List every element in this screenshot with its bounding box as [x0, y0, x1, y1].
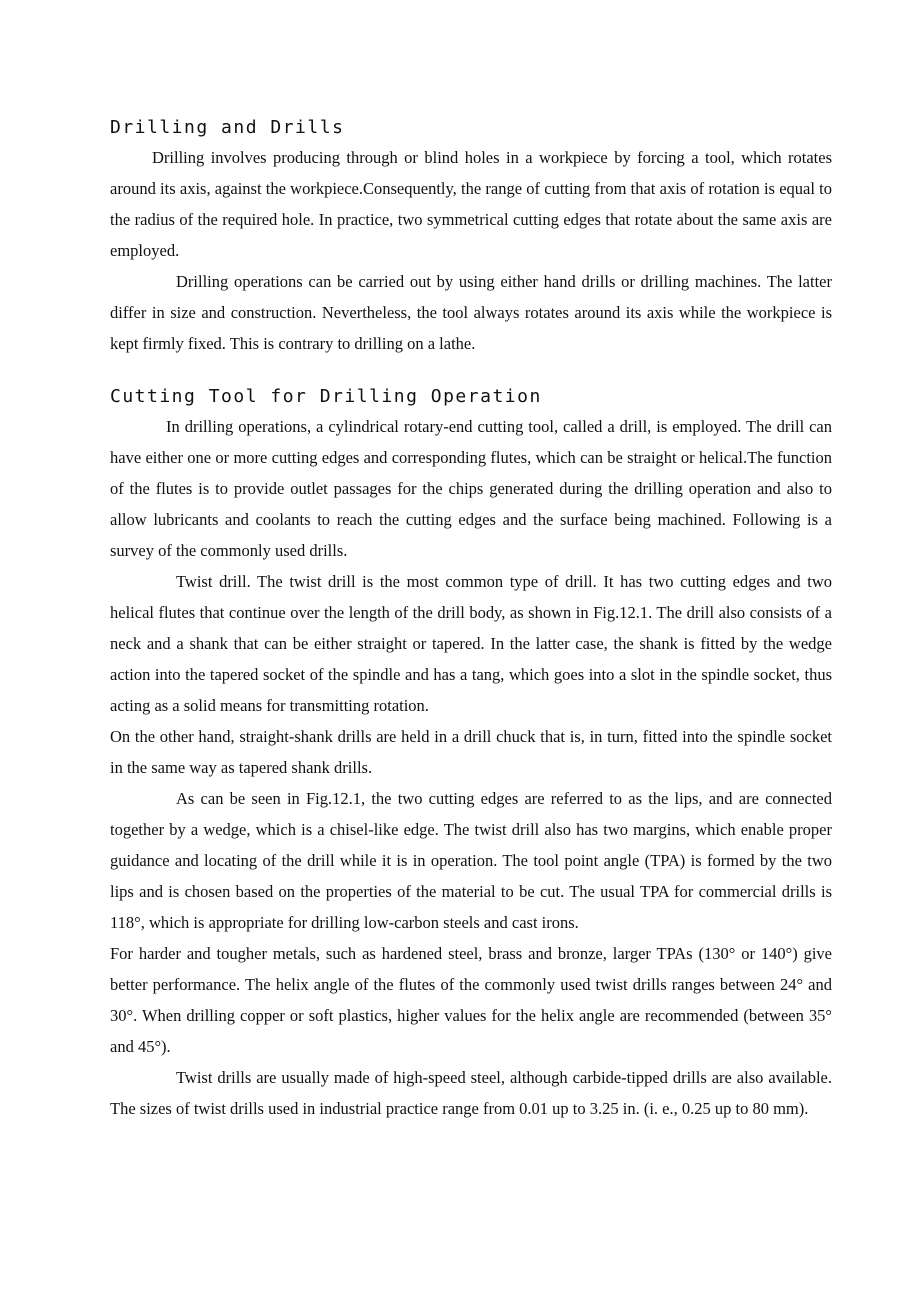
paragraph-drilling-intro: Drilling involves producing through or blind holes in a workpiece by forcing a tool, which rotates around its axis, against the workpiece.Consequently, the range of cutting from that axis of rotation is equal to the radius of the required hole. In practice, two symmetrical cutting edges that rotate about the same axis are employed.: [110, 148, 832, 260]
section-heading-cutting-tool: Cutting Tool for Drilling Operation: [110, 386, 542, 407]
paragraph-lips-and-tpa: As can be seen in Fig.12.1, the two cutting edges are referred to as the lips, and are connected together by a wedge, which is a chisel-like edge. The twist drill also has two margins, which enable proper guidance and locating of the drill while it is in operation. The tool point angle (TPA) is formed by the two lips and is chosen based on the properties of the material to be cut. The usual TPA for commercial drills is 118°, which is appropriate for drilling low-carbon steels and cast irons.: [110, 789, 832, 932]
paragraph-twist-drill-materials: Twist drills are usually made of high-speed steel, although carbide-tipped drills are also available. The sizes of twist drills used in industrial practice range from 0.01 up to 3.25 in. (i. e., 0.25 up to 80 mm).: [110, 1068, 832, 1118]
paragraph-straight-shank: On the other hand, straight-shank drills are held in a drill chuck that is, in turn, fitted into the spindle socket in the same way as tapered shank drills.: [110, 727, 832, 777]
document-body: [110, 112, 832, 1124]
paragraph-drilling-operations: Drilling operations can be carried out by using either hand drills or drilling machines. The latter differ in size and construction. Nevertheless, the tool always rotates around its axis while the workpiece is kept firmly fixed. This is contrary to drilling on a lathe.: [110, 272, 832, 353]
section-heading-drilling-and-drills: Drilling and Drills: [110, 117, 345, 138]
paragraph-twist-drill: Twist drill. The twist drill is the most common type of drill. It has two cutting edges and two helical flutes that continue over the length of the drill body, as shown in Fig.12.1. The drill also consists of a neck and a shank that can be either straight or tapered. In the latter case, the shank is fitted by the wedge action into the tapered socket of the spindle and has a tang, which goes into a slot in the spindle socket, thus acting as a solid means for transmitting rotation.: [110, 572, 832, 715]
paragraph-cutting-tool-intro: In drilling operations, a cylindrical rotary-end cutting tool, called a drill, is employed. The drill can have either one or more cutting edges and corresponding flutes, which can be straight or helical.The function of the flutes is to provide outlet passages for the chips generated during the drilling operation and also to allow lubricants and coolants to reach the cutting edges and the surface being machined. Following is a survey of the commonly used drills.: [110, 417, 832, 560]
paragraph-harder-metals: For harder and tougher metals, such as hardened steel, brass and bronze, larger TPAs (130° or 140°) give better performance. The helix angle of the flutes of the commonly used twist drills ranges between 24° and 30°. When drilling copper or soft plastics, higher values for the helix angle are recommended (between 35° and 45°).: [110, 944, 832, 1056]
